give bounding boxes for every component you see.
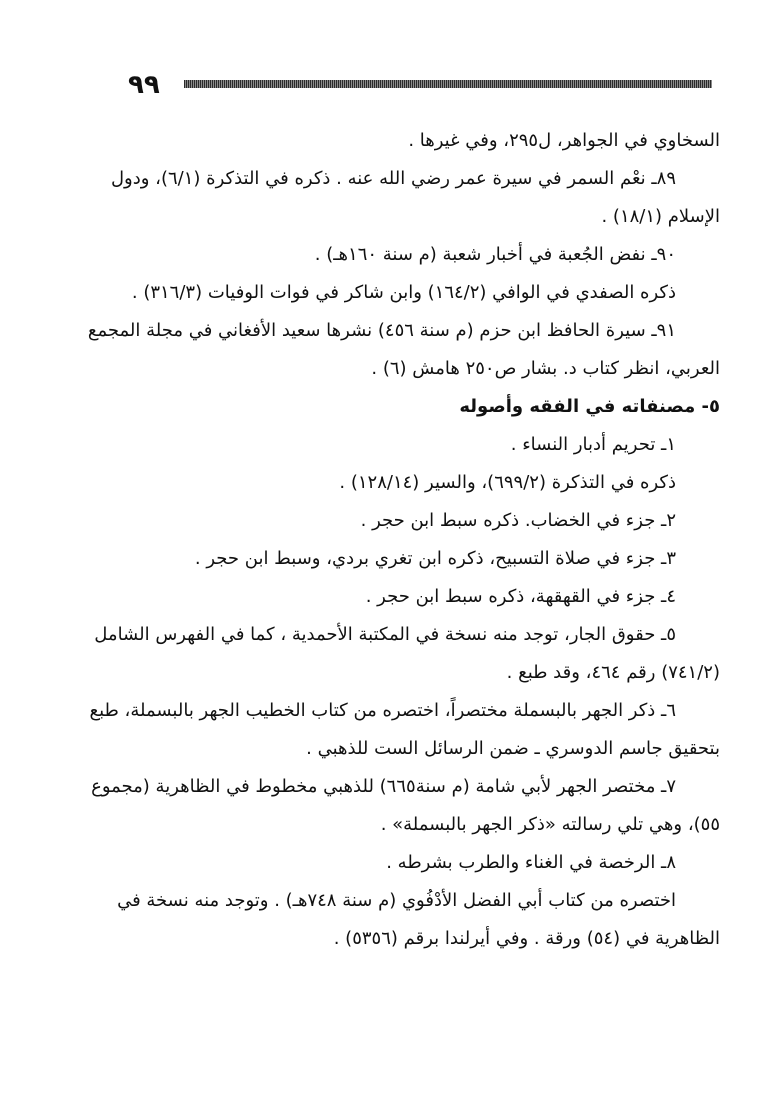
text-line: ٤ـ جزء في القهقهة، ذكره سبط ابن حجر . bbox=[365, 586, 676, 607]
text-line: ٨ـ الرخصة في الغناء والطرب بشرطه . bbox=[386, 852, 676, 873]
text-line: الإسلام (١٨/١) . bbox=[601, 206, 720, 227]
text-line: ٦ـ ذكر الجهر بالبسملة مختصراً، اختصره من كتاب الخطيب الجهر بالبسملة، طبع bbox=[89, 700, 676, 721]
text-line: الظاهرية في (٥٤) ورقة . وفي أيرلندا برقم (٥٣٥٦) . bbox=[333, 928, 720, 949]
text-line: ذكره الصفدي في الوافي (١٦٤/٢) وابن شاكر في فوات الوفيات (٣١٦/٣) . bbox=[131, 282, 676, 303]
section-heading: ٥- مصنفاته في الفقه وأصوله bbox=[459, 396, 720, 417]
text-line: ٥ـ حقوق الجار، توجد منه نسخة في المكتبة الأحمدية ، كما في الفهرس الشامل bbox=[94, 624, 676, 645]
text-line: ٩٠ـ نفض الجُعبة في أخبار شعبة (م سنة ١٦٠هـ) . bbox=[314, 244, 676, 265]
text-line: (٧٤١/٢) رقم ٤٦٤، وقد طبع . bbox=[506, 662, 720, 683]
text-line: ١ـ تحريم أدبار النساء . bbox=[510, 434, 676, 455]
header-rule bbox=[184, 80, 712, 88]
text-line: ٥٥)، وهي تلي رسالته «ذكر الجهر بالبسملة» . bbox=[380, 814, 720, 835]
text-line: ٣ـ جزء في صلاة التسبيح، ذكره ابن تغري بردي، وسبط ابن حجر . bbox=[194, 548, 676, 569]
text-line: السخاوي في الجواهر، ل٢٩٥، وفي غيرها . bbox=[408, 130, 720, 151]
text-line: ذكره في التذكرة (٦٩٩/٢)، والسير (١٢٨/١٤) . bbox=[339, 472, 676, 493]
page-header bbox=[118, 68, 714, 108]
text-line: ٩١ـ سيرة الحافظ ابن حزم (م سنة ٤٥٦) نشرها سعيد الأفغاني في مجلة المجمع bbox=[87, 320, 676, 341]
text-line: ٧ـ مختصر الجهر لأبي شامة (م سنة٦٦٥) للذهبي مخطوط في الظاهرية (مجموع bbox=[91, 776, 676, 797]
text-line: اختصره من كتاب أبي الفضل الأدْفُوي (م سنة ٧٤٨هـ) . وتوجد منه نسخة في bbox=[117, 890, 676, 911]
body-text bbox=[87, 122, 720, 958]
page-number: ٩٩ bbox=[128, 70, 160, 100]
text-line: ٨٩ـ نعْم السمر في سيرة عمر رضي الله عنه . ذكره في التذكرة (٦/١)، ودول bbox=[110, 168, 676, 189]
text-line: ٢ـ جزء في الخضاب. ذكره سبط ابن حجر . bbox=[360, 510, 676, 531]
text-line: بتحقيق جاسم الدوسري ـ ضمن الرسائل الست للذهبي . bbox=[306, 738, 720, 759]
text-line: العربي، انظر كتاب د. بشار ص٢٥٠ هامش (٦) . bbox=[371, 358, 720, 379]
